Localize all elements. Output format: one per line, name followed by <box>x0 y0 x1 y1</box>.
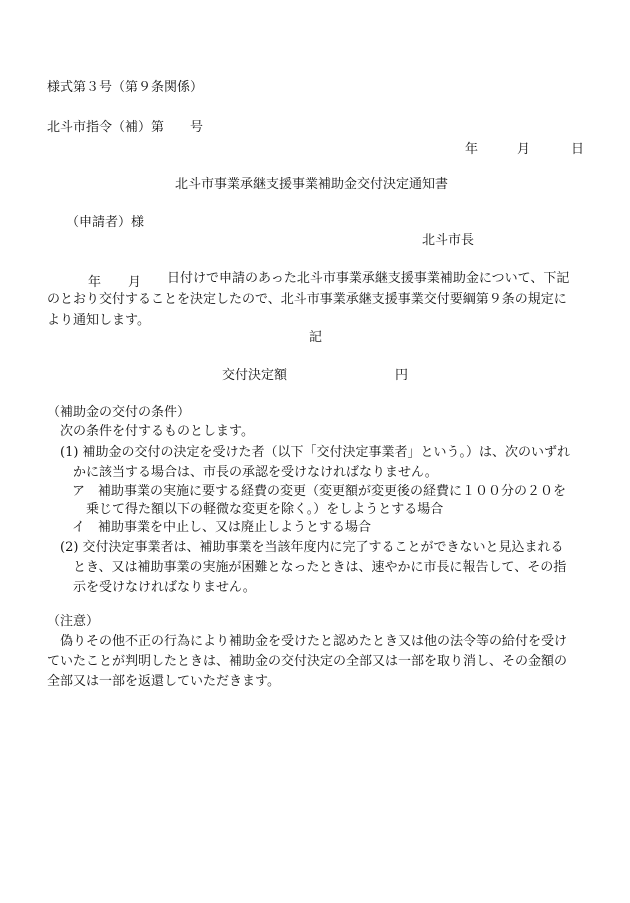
body-line-1: 日付けで申請のあった北斗市事業承継支援事業補助金について、下記 <box>167 271 570 286</box>
condition-2-line-1: (2) 交付決定事業者は、補助事業を当該年度内に完了することができないと見込まれる <box>60 540 564 555</box>
conditions-intro: 次の条件を付するものとします。 <box>60 424 254 439</box>
body-year: 年 <box>88 275 102 290</box>
body-line-2: のとおり交付することを決定したので、北斗市事業承継支援事業交付要綱第９条の規定に <box>47 292 567 307</box>
condition-2-line-3: 示を受けなければなりません。 <box>73 580 256 595</box>
notes-line-1: 偽りその他不正の行為により補助金を受けたと認めたとき又は他の法令等の給付を受け <box>60 634 568 649</box>
notes-line-2: ていたことが判明したときは、補助金の交付決定の全部又は一部を取り消し、その金額の <box>47 654 568 669</box>
condition-a-line-1: ア 補助事業の実施に要する経費の変更（変更額が変更後の経費に１００分の２０を <box>72 484 567 499</box>
condition-1-line-2: かに該当する場合は、市長の承認を受けなければなりません。 <box>73 465 438 480</box>
date-day: 日 <box>571 142 585 157</box>
condition-a-line-2: 乗じて得た額以下の軽微な変更を除く。）をしようとする場合 <box>86 502 444 517</box>
grant-label: 交付決定額 <box>222 368 288 383</box>
form-number: 様式第３号（第９条関係） <box>47 80 204 95</box>
issuer: 北斗市長 <box>422 233 475 248</box>
conditions-heading: （補助金の交付の条件） <box>47 405 191 420</box>
condition-1-line-1: (1) 補助金の交付の決定を受けた者（以下「交付決定事業者」という。）は、次のいずれ <box>60 445 571 460</box>
document-number: 北斗市指令（補）第 号 <box>47 120 204 135</box>
addressee: （申請者）様 <box>66 215 145 230</box>
date-year: 年 <box>465 142 479 157</box>
body-line-3: より通知します。 <box>47 313 150 328</box>
ki-marker: 記 <box>309 330 323 345</box>
grant-unit: 円 <box>395 368 409 383</box>
document-title: 北斗市事業承継支援事業補助金交付決定通知書 <box>175 177 449 192</box>
notes-heading: （注意） <box>47 614 100 629</box>
condition-2-line-2: とき、又は補助事業の実施が困難となったときは、速やかに市長に報告して、その指 <box>73 560 567 575</box>
notes-line-3: 全部又は一部を返還していただきます。 <box>47 674 280 689</box>
body-month: 月 <box>128 275 142 290</box>
condition-i-line-1: イ 補助事業を中止し、又は廃止しようとする場合 <box>72 520 372 535</box>
date-month: 月 <box>517 142 531 157</box>
